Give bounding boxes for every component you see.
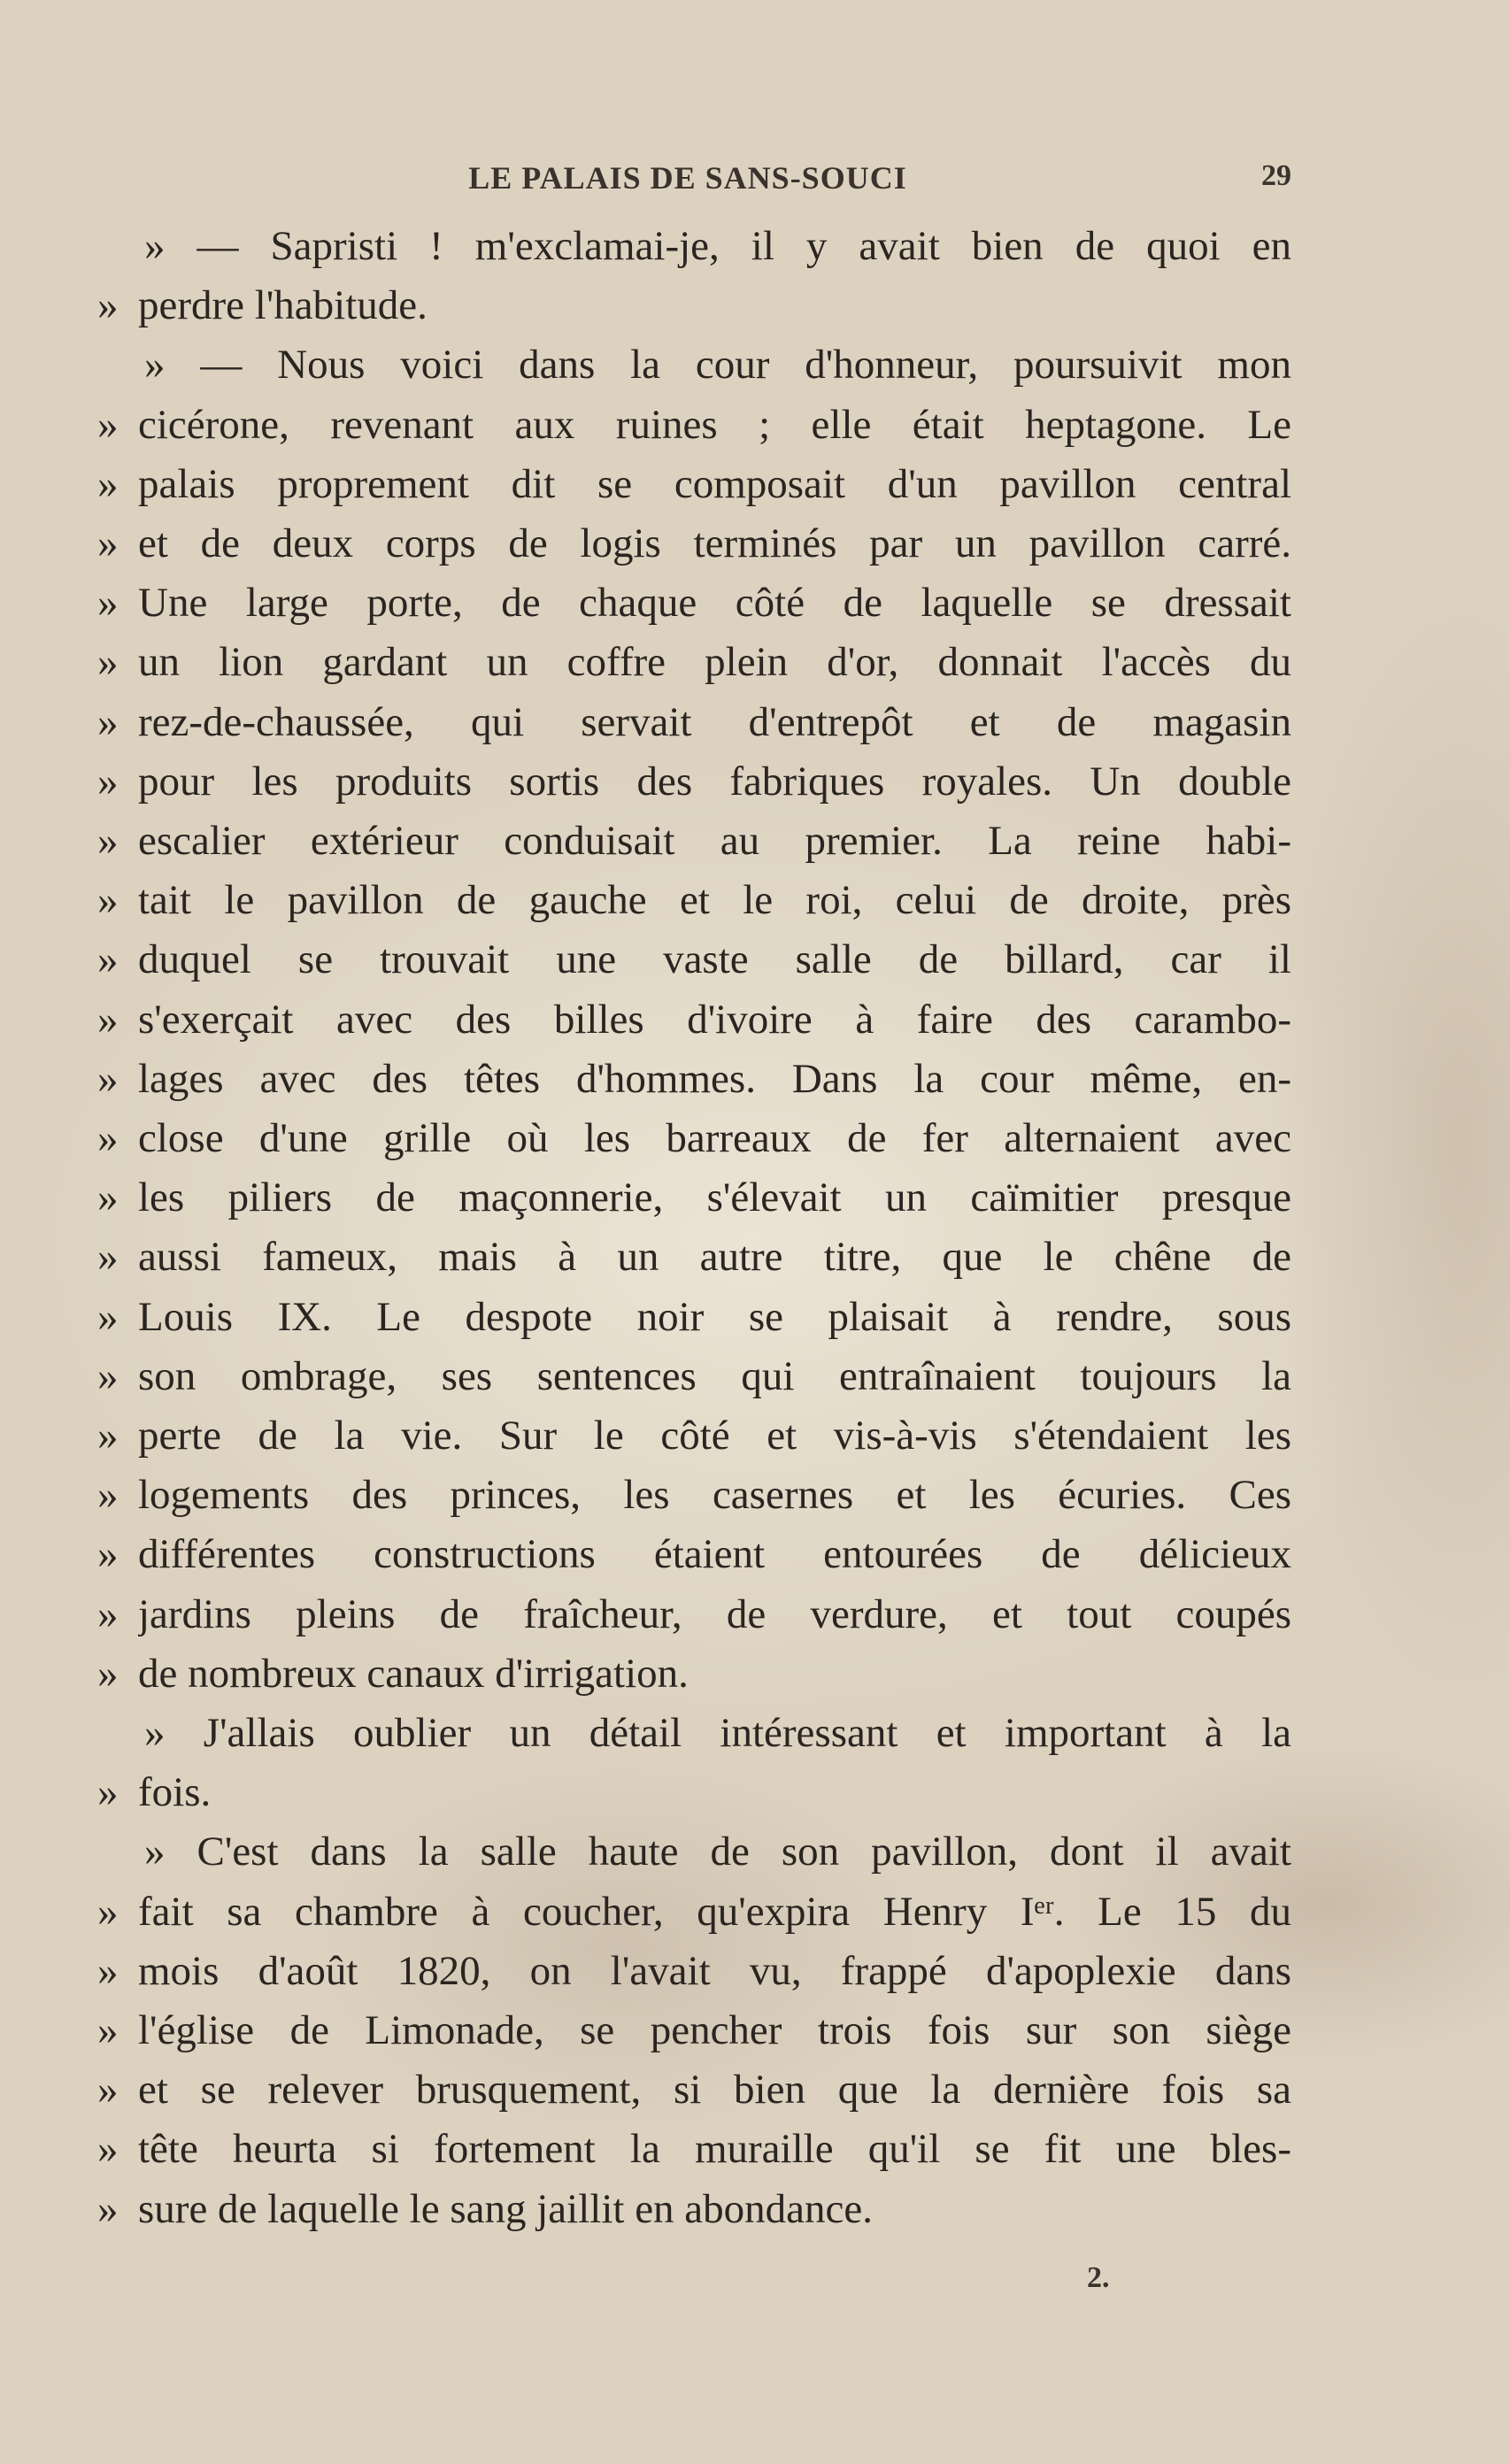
text-line	[97, 1466, 1291, 1525]
quote-marker: »	[97, 758, 119, 805]
line-text: perte de la vie. Sur le côté et vis-à-vis s'étendaient les	[138, 1413, 1291, 1459]
text-line	[97, 1347, 1291, 1406]
quote-marker: »	[97, 1413, 119, 1459]
quote-marker: »	[97, 2067, 119, 2114]
running-header	[97, 159, 1291, 204]
quote-marker: »	[97, 1174, 119, 1221]
line-text: l'église de Limonade, se pencher trois fois sur son siège	[138, 2007, 1291, 2053]
quote-marker: »	[97, 1888, 119, 1935]
quote-marker: »	[97, 996, 119, 1043]
text-line	[97, 335, 1291, 395]
text-line	[97, 693, 1291, 752]
quote-marker: »	[97, 818, 119, 864]
line-text: Louis IX. Le despote noir se plaisait à rendre, sous	[138, 1293, 1291, 1340]
quote-marker: »	[97, 1650, 119, 1697]
text-line	[97, 1406, 1291, 1466]
text-line	[97, 514, 1291, 574]
text-line	[97, 1822, 1291, 1882]
page-number: 29	[1261, 159, 1291, 192]
text-line	[97, 396, 1291, 455]
text-line	[97, 574, 1291, 633]
quote-marker: »	[97, 520, 119, 566]
quote-marker: »	[97, 1947, 119, 1994]
text-line	[97, 1585, 1291, 1644]
line-text: » C'est dans la salle haute de son pavillon, dont il avait	[144, 1829, 1291, 1875]
quote-marker: »	[97, 698, 119, 745]
text-line	[97, 1228, 1291, 1287]
quote-marker: »	[97, 1590, 119, 1637]
line-text: tait le pavillon de gauche et le roi, celui de droite, près	[138, 877, 1291, 924]
line-text: cicérone, revenant aux ruines ; elle était heptagone. Le	[138, 401, 1291, 448]
quote-marker: »	[97, 1293, 119, 1340]
line-text: rez-de-chaussée, qui servait d'entrepôt et de magasin	[138, 698, 1291, 745]
line-text: close d'une grille où les barreaux de fer alternaient avec	[138, 1115, 1291, 1161]
text-line	[97, 276, 1291, 335]
text-line	[97, 752, 1291, 812]
line-text: perdre l'habitude.	[138, 282, 428, 329]
quote-marker: »	[97, 1531, 119, 1578]
text-line	[97, 1168, 1291, 1228]
line-text: son ombrage, ses sentences qui entraînaient toujours la	[138, 1352, 1291, 1399]
quote-marker: »	[97, 580, 119, 627]
line-text: de nombreux canaux d'irrigation.	[138, 1650, 689, 1697]
line-text: escalier extérieur conduisait au premier. La reine habi-	[138, 818, 1291, 864]
text-line	[97, 633, 1291, 692]
quote-marker: »	[97, 639, 119, 686]
quote-marker: »	[97, 1055, 119, 1102]
line-text: et de deux corps de logis terminés par un pavillon carré.	[138, 520, 1291, 566]
text-line	[97, 217, 1291, 276]
quote-marker: »	[97, 1234, 119, 1281]
line-text: fait sa chambre à coucher, qu'expira Henry Iᵉʳ. Le 15 du	[138, 1888, 1291, 1935]
quote-marker: »	[97, 282, 119, 329]
text-line	[97, 1883, 1291, 1942]
line-text: les piliers de maçonnerie, s'élevait un caïmitier presque	[138, 1174, 1291, 1221]
quote-marker: »	[97, 2185, 119, 2232]
text-line	[97, 1763, 1291, 1822]
line-text: logements des princes, les casernes et les écuries. Ces	[138, 1472, 1291, 1519]
text-line	[97, 2180, 1291, 2239]
line-text: aussi fameux, mais à un autre titre, que le chêne de	[138, 1234, 1291, 1281]
text-line	[97, 1288, 1291, 1347]
text-line	[97, 2060, 1291, 2120]
line-text: Une large porte, de chaque côté de laquelle se dressait	[138, 580, 1291, 627]
quote-marker: »	[97, 2007, 119, 2053]
line-text: sure de laquelle le sang jaillit en abondance.	[138, 2185, 874, 2232]
text-line	[97, 1942, 1291, 2001]
line-text: lages avec des têtes d'hommes. Dans la cour même, en-	[138, 1055, 1291, 1102]
line-text: » J'allais oublier un détail intéressant et important à la	[144, 1710, 1291, 1756]
text-line	[97, 1050, 1291, 1109]
text-line	[97, 2001, 1291, 2060]
line-text: » — Sapristi ! m'exclamai-je, il y avait bien de quoi en	[144, 223, 1291, 269]
quote-marker: »	[97, 1472, 119, 1519]
line-text: un lion gardant un coffre plein d'or, donnait l'accès du	[138, 639, 1291, 686]
line-text: palais proprement dit se composait d'un pavillon central	[138, 460, 1291, 507]
line-text: différentes constructions étaient entourées de délicieux	[138, 1531, 1291, 1578]
quote-marker: »	[97, 1115, 119, 1161]
text-line	[97, 1525, 1291, 1584]
line-text: s'exerçait avec des billes d'ivoire à faire des carambo-	[138, 996, 1291, 1043]
quote-marker: »	[97, 877, 119, 924]
quote-marker: »	[97, 460, 119, 507]
quote-marker: »	[97, 936, 119, 983]
quote-marker: »	[97, 2126, 119, 2173]
line-text: duquel se trouvait une vaste salle de billard, car il	[138, 936, 1291, 983]
signature-mark: 2.	[1087, 2261, 1110, 2294]
text-line	[97, 455, 1291, 514]
text-line	[97, 1109, 1291, 1168]
line-text: jardins pleins de fraîcheur, de verdure, et tout coupés	[138, 1590, 1291, 1637]
running-title: LE PALAIS DE SANS-SOUCI	[468, 160, 907, 196]
text-line	[97, 930, 1291, 989]
quote-marker: »	[97, 1769, 119, 1816]
line-text: tête heurta si fortement la muraille qu'il se fit une bles-	[138, 2126, 1291, 2173]
quote-marker: »	[97, 1352, 119, 1399]
text-line	[97, 2120, 1291, 2179]
text-line	[97, 812, 1291, 871]
text-line	[97, 990, 1291, 1050]
line-text: » — Nous voici dans la cour d'honneur, poursuivit mon	[144, 342, 1291, 389]
line-text: et se relever brusquement, si bien que la dernière fois sa	[138, 2067, 1291, 2114]
text-line	[97, 1644, 1291, 1704]
quote-marker: »	[97, 401, 119, 448]
text-line	[97, 871, 1291, 930]
line-text: fois.	[138, 1769, 212, 1816]
line-text: pour les produits sortis des fabriques royales. Un double	[138, 758, 1291, 805]
text-line	[97, 1704, 1291, 1763]
line-text: mois d'août 1820, on l'avait vu, frappé d'apoplexie dans	[138, 1947, 1291, 1994]
